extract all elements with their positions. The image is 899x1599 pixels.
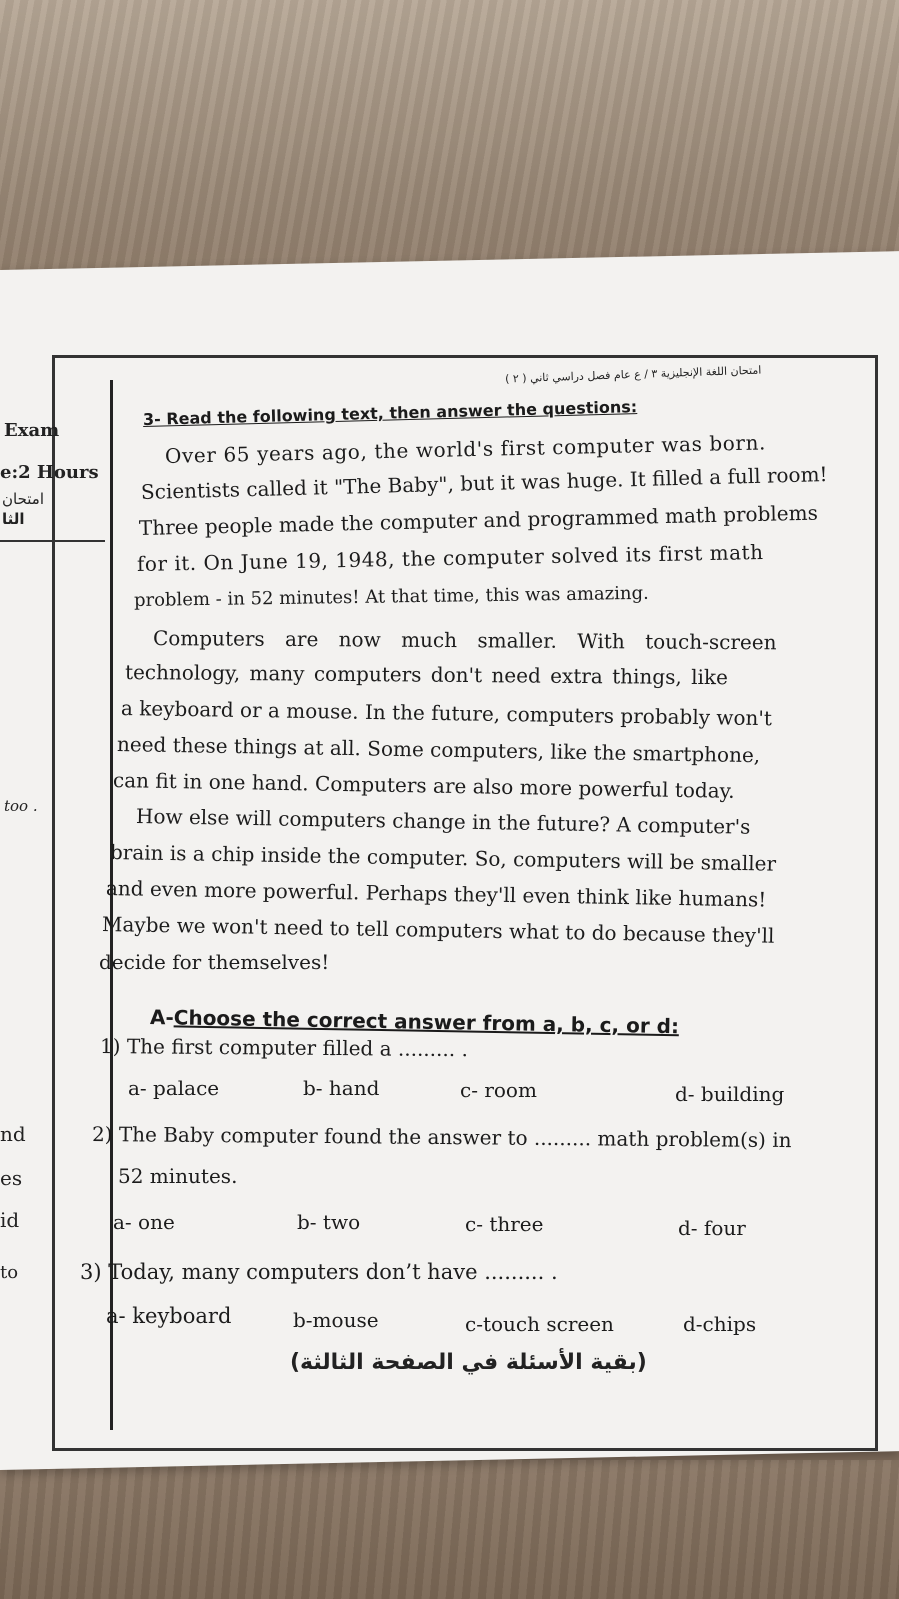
left-to-text: to <box>0 1262 19 1283</box>
left-arabic-2: الثا <box>2 510 25 528</box>
passage-line-1: Over 65 years ago, the world's first computer was born. <box>164 430 767 468</box>
table-surface-bottom <box>0 1460 899 1599</box>
header-arabic: امتحان اللغة الإنجليزية ٣ / ع عام فصل دراسي ثاني ( ٢ ) <box>504 363 762 386</box>
passage-line-11: How else will computers change in the future? A computer's <box>135 804 751 839</box>
passage-line-10: can fit in one hand. Computers are also more powerful today. <box>112 768 735 803</box>
passage-line-8: a keyboard or a mouse. In the future, computers probably won't <box>120 696 773 731</box>
item-3-option-c: c-touch screen <box>465 1312 614 1336</box>
item-3-stem: 3) Today, many computers don’t have ......... . <box>80 1260 558 1284</box>
item-2-option-d: d- four <box>678 1216 746 1240</box>
passage-line-6: Computers are now much smaller. With touch-screen <box>152 626 777 655</box>
left-exam-text: Exam <box>4 420 60 441</box>
part-a-title-text: Choose the correct answer from a, b, c, or d: <box>173 1005 680 1039</box>
passage-line-15: decide for themselves! <box>99 950 330 974</box>
item-1-option-a: a- palace <box>128 1076 220 1100</box>
item-2-stem-cont: 52 minutes. <box>118 1164 238 1188</box>
item-2-option-a: a- one <box>113 1210 175 1234</box>
question-title-text: 3- Read the following text, then answer the questions: <box>142 397 638 429</box>
passage-line-3: Three people made the computer and programmed math problems <box>138 500 819 540</box>
passage-line-4: for it. On June 19, 1948, the computer solved its first math <box>136 539 764 576</box>
passage-line-12: brain is a chip inside the computer. So, computers will be smaller <box>109 840 777 876</box>
item-1-stem: 1) The first computer filled a ......... . <box>99 1034 468 1062</box>
item-1-option-d: d- building <box>675 1082 785 1106</box>
passage-line-14: Maybe we won't need to tell computers what to do because they'll <box>101 912 775 948</box>
left-divider <box>0 540 105 542</box>
item-1-option-b: b- hand <box>303 1076 380 1100</box>
part-a-prefix: A- <box>149 1005 174 1030</box>
item-2-option-c: c- three <box>465 1212 544 1236</box>
left-es-text: es <box>0 1166 23 1190</box>
item-3-option-d: d-chips <box>683 1312 757 1336</box>
left-arabic-1: امتحان <box>2 490 44 508</box>
passage-line-13: and even more powerful. Perhaps they'll even think like humans! <box>105 876 767 912</box>
passage-line-2: Scientists called it "The Baby", but it was huge. It filled a full room! <box>140 462 828 504</box>
passage-line-7: technology, many computers don't need extra things, like <box>124 660 728 690</box>
item-3-option-b: b-mouse <box>293 1308 379 1332</box>
item-2-stem: 2) The Baby computer found the answer to ......... math problem(s) in <box>91 1122 792 1153</box>
left-too-text: too . <box>4 797 38 815</box>
item-1-option-c: c- room <box>460 1078 537 1102</box>
left-nd-text: nd <box>0 1122 26 1146</box>
passage-line-5: problem - in 52 minutes! At that time, this was amazing. <box>133 582 649 611</box>
left-hours-text: e:2 Hours <box>0 462 99 483</box>
item-2-option-b: b- two <box>297 1210 361 1234</box>
footer-arabic-note: (بقية الأسئلة في الصفحة الثالثة) <box>290 1350 647 1375</box>
left-id-text: id <box>0 1208 20 1232</box>
passage-line-9: need these things at all. Some computers, like the smartphone, <box>116 732 761 768</box>
item-3-option-a: a- keyboard <box>106 1304 232 1328</box>
